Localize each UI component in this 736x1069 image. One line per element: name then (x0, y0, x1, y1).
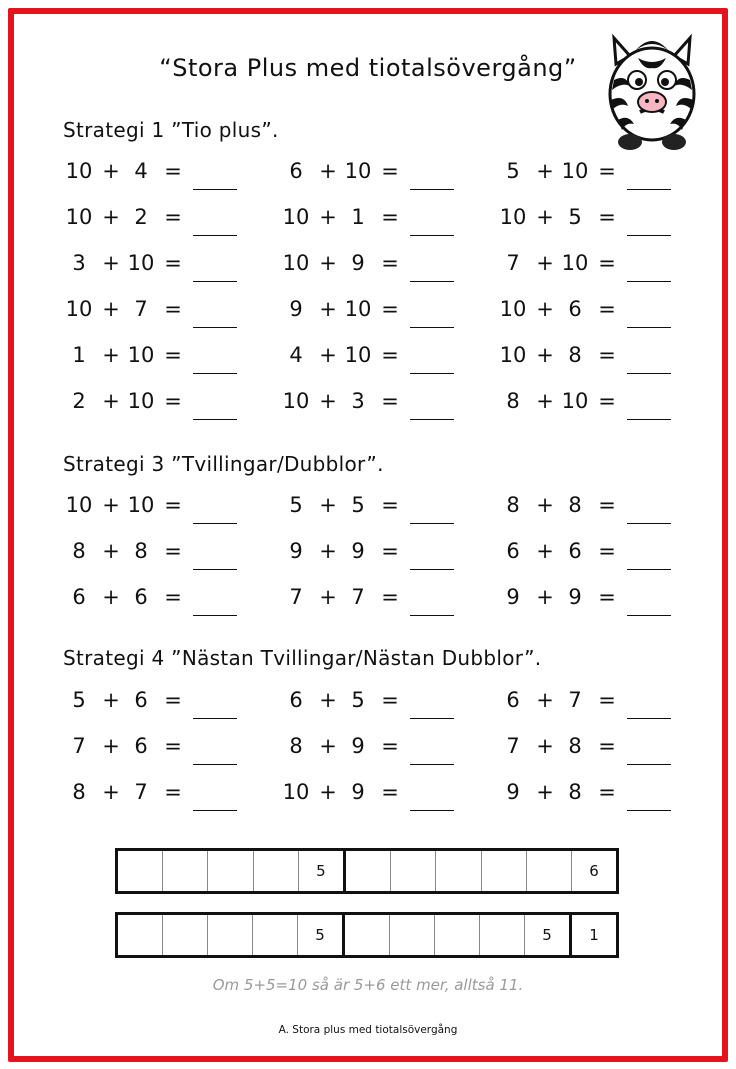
addition-problem (497, 585, 697, 619)
plus-sign: + (102, 585, 120, 609)
addition-problem (63, 780, 263, 814)
addition-problem (497, 205, 697, 239)
equals-sign: = (381, 493, 399, 517)
second-addend: 9 (351, 251, 365, 275)
second-addend: 8 (568, 734, 582, 758)
answer-blank[interactable] (627, 235, 671, 236)
answer-blank[interactable] (193, 523, 237, 524)
strip-cell (480, 915, 525, 955)
second-addend: 9 (568, 585, 582, 609)
answer-blank[interactable] (193, 189, 237, 190)
addition-problem (63, 159, 263, 193)
addition-problem (63, 343, 263, 377)
first-addend: 8 (506, 493, 520, 517)
plus-sign: + (536, 734, 554, 758)
strip-cell (345, 915, 390, 955)
addition-problem (280, 251, 480, 285)
equals-sign: = (164, 688, 182, 712)
answer-blank[interactable] (627, 281, 671, 282)
second-addend: 5 (568, 205, 582, 229)
answer-blank[interactable] (193, 327, 237, 328)
addition-problem (63, 585, 263, 619)
equals-sign: = (164, 297, 182, 321)
second-addend: 2 (134, 205, 148, 229)
first-addend: 2 (72, 389, 86, 413)
answer-blank[interactable] (627, 419, 671, 420)
answer-blank[interactable] (627, 615, 671, 616)
second-addend: 10 (561, 159, 589, 183)
ten-frame-strip-2 (115, 912, 619, 958)
answer-blank[interactable] (410, 189, 454, 190)
equals-sign: = (164, 539, 182, 563)
answer-blank[interactable] (410, 523, 454, 524)
second-addend: 6 (134, 688, 148, 712)
answer-blank[interactable] (627, 189, 671, 190)
addition-problem (280, 493, 480, 527)
equals-sign: = (598, 389, 616, 413)
plus-sign: + (102, 297, 120, 321)
second-addend: 10 (127, 343, 155, 367)
first-addend: 10 (499, 297, 527, 321)
first-addend: 10 (499, 205, 527, 229)
first-addend: 5 (506, 159, 520, 183)
answer-blank[interactable] (193, 419, 237, 420)
first-addend: 8 (72, 539, 86, 563)
answer-blank[interactable] (193, 373, 237, 374)
addition-problem (280, 389, 480, 423)
first-addend: 10 (282, 780, 310, 804)
second-addend: 5 (351, 688, 365, 712)
plus-sign: + (102, 343, 120, 367)
plus-sign: + (319, 539, 337, 563)
plus-sign: + (102, 493, 120, 517)
equals-sign: = (598, 343, 616, 367)
strip-cell (482, 851, 527, 891)
plus-sign: + (102, 780, 120, 804)
plus-sign: + (319, 297, 337, 321)
answer-blank[interactable] (410, 281, 454, 282)
addition-problem (280, 734, 480, 768)
addition-problem (63, 539, 263, 573)
addition-problem (280, 297, 480, 331)
plus-sign: + (102, 688, 120, 712)
plus-sign: + (319, 251, 337, 275)
equals-sign: = (381, 251, 399, 275)
answer-blank[interactable] (410, 419, 454, 420)
addition-problem (497, 493, 697, 527)
second-addend: 10 (127, 251, 155, 275)
second-addend: 8 (568, 343, 582, 367)
section-heading: Strategi 1 ”Tio plus”. (63, 118, 279, 142)
strip-cell: 5 (299, 851, 346, 891)
equals-sign: = (598, 297, 616, 321)
second-addend: 6 (568, 297, 582, 321)
second-addend: 7 (351, 585, 365, 609)
answer-blank[interactable] (410, 569, 454, 570)
first-addend: 7 (506, 251, 520, 275)
equals-sign: = (164, 159, 182, 183)
equals-sign: = (381, 688, 399, 712)
equals-sign: = (164, 493, 182, 517)
strip-cell (254, 851, 299, 891)
answer-blank[interactable] (410, 235, 454, 236)
strip-cell: 1 (589, 926, 599, 944)
addition-problem (280, 205, 480, 239)
answer-blank[interactable] (410, 718, 454, 719)
equals-sign: = (381, 159, 399, 183)
strip-cell (346, 851, 391, 891)
section-heading: Strategi 3 ”Tvillingar/Dubblor”. (63, 452, 384, 476)
first-addend: 7 (72, 734, 86, 758)
second-addend: 8 (568, 493, 582, 517)
first-addend: 8 (72, 780, 86, 804)
addition-problem (497, 688, 697, 722)
strip-cell (163, 851, 208, 891)
plus-sign: + (536, 539, 554, 563)
strip-cell (391, 851, 436, 891)
plus-sign: + (536, 159, 554, 183)
page-footer: A. Stora plus med tiotalsövergång (278, 1024, 458, 1036)
first-addend: 10 (282, 205, 310, 229)
answer-blank[interactable] (627, 764, 671, 765)
second-addend: 4 (134, 159, 148, 183)
answer-blank[interactable] (410, 615, 454, 616)
equals-sign: = (381, 343, 399, 367)
addition-problem (63, 688, 263, 722)
strip-cell: 5 (298, 915, 345, 955)
answer-blank[interactable] (627, 718, 671, 719)
page-title: “Stora Plus med tiotalsövergång” (159, 54, 577, 82)
addition-problem (280, 688, 480, 722)
answer-blank[interactable] (193, 810, 237, 811)
first-addend: 7 (289, 585, 303, 609)
equals-sign: = (598, 205, 616, 229)
plus-sign: + (536, 688, 554, 712)
equals-sign: = (164, 780, 182, 804)
second-addend: 7 (134, 780, 148, 804)
first-addend: 10 (282, 251, 310, 275)
answer-blank[interactable] (193, 764, 237, 765)
first-addend: 4 (289, 343, 303, 367)
addition-problem (280, 585, 480, 619)
answer-blank[interactable] (193, 569, 237, 570)
plus-sign: + (319, 780, 337, 804)
plus-sign: + (102, 734, 120, 758)
equals-sign: = (164, 343, 182, 367)
answer-blank[interactable] (193, 615, 237, 616)
equals-sign: = (164, 389, 182, 413)
plus-sign: + (536, 493, 554, 517)
first-addend: 10 (499, 343, 527, 367)
addition-problem (63, 389, 263, 423)
addition-problem (497, 343, 697, 377)
strip-cell (527, 851, 572, 891)
answer-blank[interactable] (410, 764, 454, 765)
second-addend: 9 (351, 734, 365, 758)
second-addend: 10 (344, 343, 372, 367)
addition-problem (63, 297, 263, 331)
second-addend: 10 (344, 159, 372, 183)
equals-sign: = (381, 205, 399, 229)
addition-problem (497, 297, 697, 331)
first-addend: 8 (289, 734, 303, 758)
addition-problem (497, 539, 697, 573)
plus-sign: + (319, 343, 337, 367)
first-addend: 6 (506, 688, 520, 712)
plus-sign: + (536, 585, 554, 609)
equals-sign: = (598, 585, 616, 609)
section-heading: Strategi 4 ”Nästan Tvillingar/Nästan Dubblor”. (63, 646, 542, 670)
strip-cell (208, 915, 253, 955)
first-addend: 9 (289, 297, 303, 321)
equals-sign: = (164, 205, 182, 229)
second-addend: 10 (127, 389, 155, 413)
equals-sign: = (381, 780, 399, 804)
answer-blank[interactable] (193, 718, 237, 719)
strip-cell (435, 915, 480, 955)
addition-problem (497, 780, 697, 814)
plus-sign: + (102, 205, 120, 229)
plus-sign: + (319, 585, 337, 609)
first-addend: 5 (289, 493, 303, 517)
plus-sign: + (319, 205, 337, 229)
plus-sign: + (319, 389, 337, 413)
second-addend: 6 (134, 734, 148, 758)
plus-sign: + (536, 343, 554, 367)
strip-cell (118, 851, 163, 891)
plus-sign: + (536, 780, 554, 804)
equals-sign: = (164, 251, 182, 275)
first-addend: 10 (65, 297, 93, 321)
first-addend: 10 (282, 389, 310, 413)
strip-cell (390, 915, 435, 955)
equals-sign: = (598, 539, 616, 563)
first-addend: 5 (72, 688, 86, 712)
addition-problem (497, 734, 697, 768)
second-addend: 10 (561, 389, 589, 413)
equals-sign: = (164, 585, 182, 609)
answer-blank[interactable] (410, 810, 454, 811)
second-addend: 7 (134, 297, 148, 321)
addition-problem (63, 205, 263, 239)
strip-cell: 5 (525, 915, 572, 955)
strip-cell (163, 915, 208, 955)
equals-sign: = (598, 734, 616, 758)
addition-problem (280, 780, 480, 814)
first-addend: 6 (289, 159, 303, 183)
equals-sign: = (598, 780, 616, 804)
addition-problem (280, 159, 480, 193)
addition-problem (63, 251, 263, 285)
plus-sign: + (536, 205, 554, 229)
equals-sign: = (381, 734, 399, 758)
second-addend: 9 (351, 780, 365, 804)
equals-sign: = (598, 159, 616, 183)
plus-sign: + (536, 297, 554, 321)
first-addend: 6 (289, 688, 303, 712)
addition-problem (497, 251, 697, 285)
answer-blank[interactable] (410, 327, 454, 328)
answer-blank[interactable] (193, 281, 237, 282)
plus-sign: + (102, 539, 120, 563)
plus-sign: + (102, 389, 120, 413)
second-addend: 1 (351, 205, 365, 229)
first-addend: 1 (72, 343, 86, 367)
second-addend: 10 (127, 493, 155, 517)
first-addend: 8 (506, 389, 520, 413)
strip-cell (436, 851, 481, 891)
equals-sign: = (381, 389, 399, 413)
plus-sign: + (102, 159, 120, 183)
strip-cell (253, 915, 298, 955)
plus-sign: + (319, 734, 337, 758)
answer-blank[interactable] (627, 523, 671, 524)
answer-blank[interactable] (410, 373, 454, 374)
first-addend: 7 (506, 734, 520, 758)
strip-cell (118, 915, 163, 955)
addition-problem (497, 159, 697, 193)
answer-blank[interactable] (627, 810, 671, 811)
first-addend: 9 (506, 585, 520, 609)
first-addend: 6 (72, 585, 86, 609)
plus-sign: + (319, 688, 337, 712)
strip-cell (208, 851, 253, 891)
second-addend: 6 (568, 539, 582, 563)
plus-sign: + (319, 493, 337, 517)
second-addend: 10 (344, 297, 372, 321)
plus-sign: + (319, 159, 337, 183)
answer-blank[interactable] (627, 327, 671, 328)
equals-sign: = (381, 539, 399, 563)
equals-sign: = (598, 688, 616, 712)
addition-problem (63, 734, 263, 768)
second-addend: 6 (134, 585, 148, 609)
plus-sign: + (102, 251, 120, 275)
addition-problem (280, 343, 480, 377)
second-addend: 7 (568, 688, 582, 712)
zebra-icon (600, 28, 704, 154)
answer-blank[interactable] (627, 373, 671, 374)
equals-sign: = (598, 251, 616, 275)
equals-sign: = (381, 585, 399, 609)
second-addend: 10 (561, 251, 589, 275)
first-addend: 9 (506, 780, 520, 804)
plus-sign: + (536, 389, 554, 413)
first-addend: 6 (506, 539, 520, 563)
addition-problem (280, 539, 480, 573)
first-addend: 10 (65, 493, 93, 517)
plus-sign: + (536, 251, 554, 275)
explanation-note: Om 5+5=10 så är 5+6 ett mer, alltså 11. (212, 976, 524, 994)
equals-sign: = (381, 297, 399, 321)
answer-blank[interactable] (193, 235, 237, 236)
first-addend: 3 (72, 251, 86, 275)
first-addend: 10 (65, 205, 93, 229)
strip-cell: 6 (589, 862, 599, 880)
answer-blank[interactable] (627, 569, 671, 570)
equals-sign: = (598, 493, 616, 517)
addition-problem (63, 493, 263, 527)
first-addend: 10 (65, 159, 93, 183)
second-addend: 9 (351, 539, 365, 563)
equals-sign: = (164, 734, 182, 758)
second-addend: 3 (351, 389, 365, 413)
first-addend: 9 (289, 539, 303, 563)
second-addend: 8 (568, 780, 582, 804)
second-addend: 5 (351, 493, 365, 517)
addition-problem (497, 389, 697, 423)
second-addend: 8 (134, 539, 148, 563)
ten-frame-strip-1 (115, 848, 619, 894)
